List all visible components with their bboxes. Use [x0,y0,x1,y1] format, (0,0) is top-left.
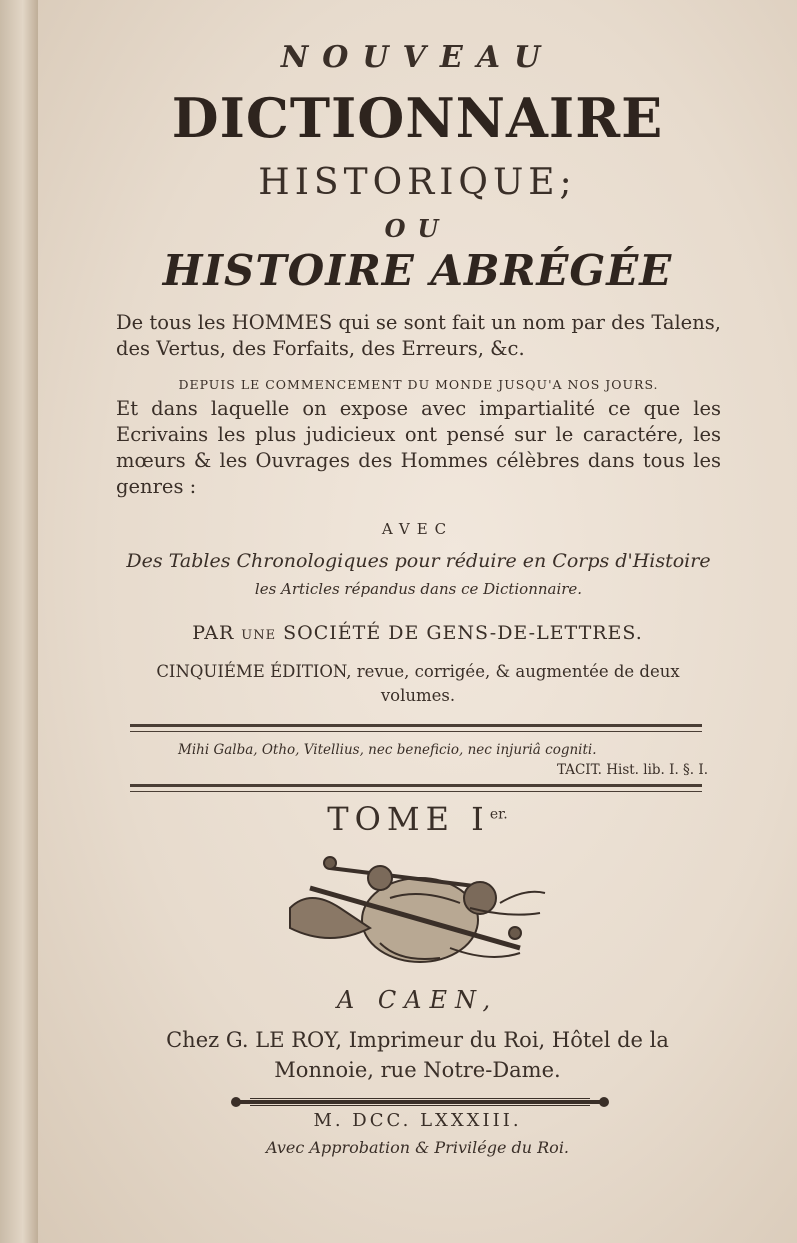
author-line: PAR une SOCIÉTÉ DE GENS-DE-LETTRES. [192,622,643,644]
imprint-printer [38,1025,797,1085]
title-historique: HISTORIQUE; [258,162,577,203]
title-page [38,0,797,1243]
description-paragraph-3: Et dans laquelle on expose avec impartialité ce que les Ecrivains les plus judicieux ont pensé sur le caractére, les mœurs & les Ouvrages des Hommes célèbres dans tous les genres : [116,397,721,498]
epigraph-quote: Mihi Galba, Otho, Vitellius, nec beneficio, nec injuriâ cogniti. [178,742,597,758]
tables-line-2: les Articles répandus dans ce Dictionnaire. [254,580,583,598]
imprint-city: A CAEN, [336,986,499,1014]
edition-line: CINQUIÉME ÉDITION, revue, corrigée, & augmentée de deux volumes. [156,662,680,705]
bottom-rule [130,784,702,792]
title-nouveau: NOUVEAU [280,40,555,75]
tables-line-1: Des Tables Chronologiques pour réduire en Corps d'Histoire [126,550,711,572]
avec-heading: AVEC [381,520,454,538]
title-dictionnaire: DICTIONNAIRE [171,86,664,150]
title-histoire-abregee: HISTOIRE ABRÉGÉE [162,246,673,295]
epigraph-source: TACIT. Hist. lib. I. §. I. [556,762,708,778]
printer-line-1: Chez G. LE ROY, Imprimeur du Roi, Hôtel de la [166,1028,669,1052]
decorative-rule-icon [230,1094,610,1110]
approbation-line: Avec Approbation & Privilége du Roi. [265,1138,570,1157]
title-ou: OU [384,214,451,243]
tome-label [38,800,797,838]
publication-year: M. DCC. LXXXIII. [313,1110,522,1131]
book-spine-edge [0,0,39,1243]
tables-description [116,547,721,603]
tome-superscript: er. [489,806,508,823]
musical-instruments-ornament-icon [270,848,560,978]
description-paragraph-2: DEPUIS LE COMMENCEMENT DU MONDE JUSQU'A NOS JOURS. [178,377,659,392]
tome-number: TOME I [327,800,490,838]
description-paragraph-1: De tous les HOMMES qui se sont fait un nom par des Talens, des Vertus, des Forfaits, des Erreurs, &c. [116,311,721,360]
top-rule [130,724,702,732]
printer-line-2: Monnoie, rue Notre-Dame. [274,1058,561,1082]
